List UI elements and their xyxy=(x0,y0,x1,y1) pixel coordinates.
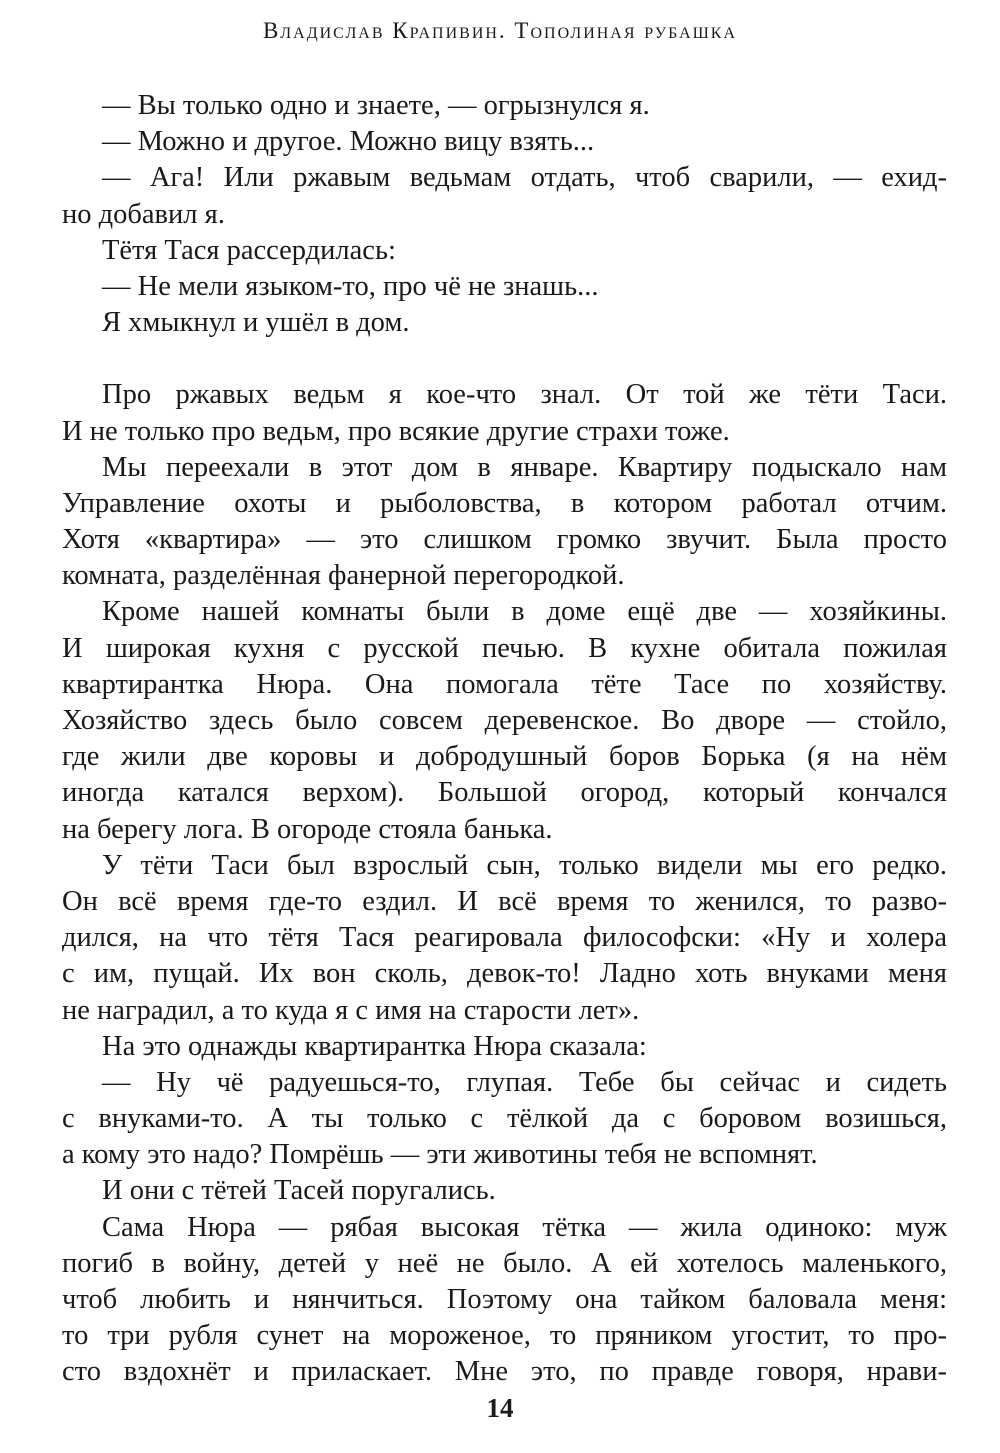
text-line: сто вздохнёт и приласкает. Мне это, по правде говоря, нрави- xyxy=(62,1356,947,1388)
text-line: — Ну чё радуешься-то, глупая. Тебе бы сейчас и сидеть xyxy=(102,1066,947,1098)
text-line: комната, разделённая фанерной перегородкой. xyxy=(62,560,625,592)
text-line: чтоб любить и нянчиться. Поэтому она тайком баловала меня: xyxy=(62,1284,947,1315)
text-line: На это однажды квартирантка Нюра сказала: xyxy=(102,1030,647,1062)
text-line: Сама Нюра — рябая высокая тётка — жила одиноко: муж xyxy=(102,1211,947,1243)
text-line: с внуками-то. А ты только с тёлкой да с боровом возишься, xyxy=(62,1103,947,1135)
text-line: иногда катался верхом). Большой огород, который кончался xyxy=(62,777,947,809)
text-line: с им, пущай. Их вон сколь, девок-то! Ладно хоть внуками меня xyxy=(62,958,947,990)
text-line: — Ага! Или ржавым ведьмам отдать, чтоб сварили, — ехид- xyxy=(102,162,947,194)
text-line: не наградил, а то куда я с имя на старости лет». xyxy=(62,994,640,1026)
text-line: на берегу лога. В огороде стояла банька. xyxy=(62,813,553,845)
text-line: Мы переехали в этот дом в январе. Квартиру подыскало нам xyxy=(102,451,947,483)
text-line: — Не мели языком-то, про чё не знашь... xyxy=(102,270,599,302)
section-break xyxy=(62,341,947,377)
text-line: где жили две коровы и добродушный боров Борька (я на нём xyxy=(62,741,947,773)
text-line: Управление охоты и рыболовства, в котором работал отчим. xyxy=(62,487,947,519)
text-line: дился, на что тётя Тася реагировала философски: «Ну и холера xyxy=(62,922,947,954)
text-line: И широкая кухня с русской печью. В кухне обитала пожилая xyxy=(62,632,947,664)
text-line: Хотя «квартира» — это слишком громко звучит. Была просто xyxy=(62,524,947,556)
text-line: — Можно и другое. Можно вицу взять... xyxy=(102,126,595,158)
running-head: Владислав Крапивин. Тополиная рубашка xyxy=(262,18,738,43)
page-number: 14 xyxy=(486,1393,514,1423)
text-line: а кому это надо? Помрёшь — эти животины тебя не вспомнят. xyxy=(62,1139,818,1171)
text-line: погиб в войну, детей у неё не было. А ей хотелось маленького, xyxy=(62,1247,947,1279)
text-line: квартирантка Нюра. Она помогала тёте Тасе по хозяйству. xyxy=(62,668,947,700)
text-line: Про ржавых ведьм я кое-что знал. От той же тёти Таси. xyxy=(102,379,947,411)
text-line: но добавил я. xyxy=(62,198,225,230)
text-line: то три рубля сунет на мороженое, то пряником угостит, то про- xyxy=(62,1320,947,1352)
text-line: — Вы только одно и знаете, — огрызнулся я. xyxy=(102,90,650,121)
text-line: Хозяйство здесь было совсем деревенское. Во дворе — стойло, xyxy=(62,705,947,736)
text-line: Кроме нашей комнаты были в доме ещё две — хозяйкины. xyxy=(102,596,947,628)
body-text xyxy=(62,88,947,1391)
text-line: У тёти Таси был взрослый сын, только видели мы его редко. xyxy=(102,849,947,881)
text-line: Он всё время где-то ездил. И всё время то женился, то разво- xyxy=(62,885,947,917)
text-line: И они с тётей Тасей поругались. xyxy=(102,1175,496,1207)
text-line: Тётя Тася рассердилась: xyxy=(102,234,396,266)
text-line: Я хмыкнул и ушёл в дом. xyxy=(102,307,410,339)
text-line: И не только про ведьм, про всякие другие страхи тоже. xyxy=(62,415,730,447)
